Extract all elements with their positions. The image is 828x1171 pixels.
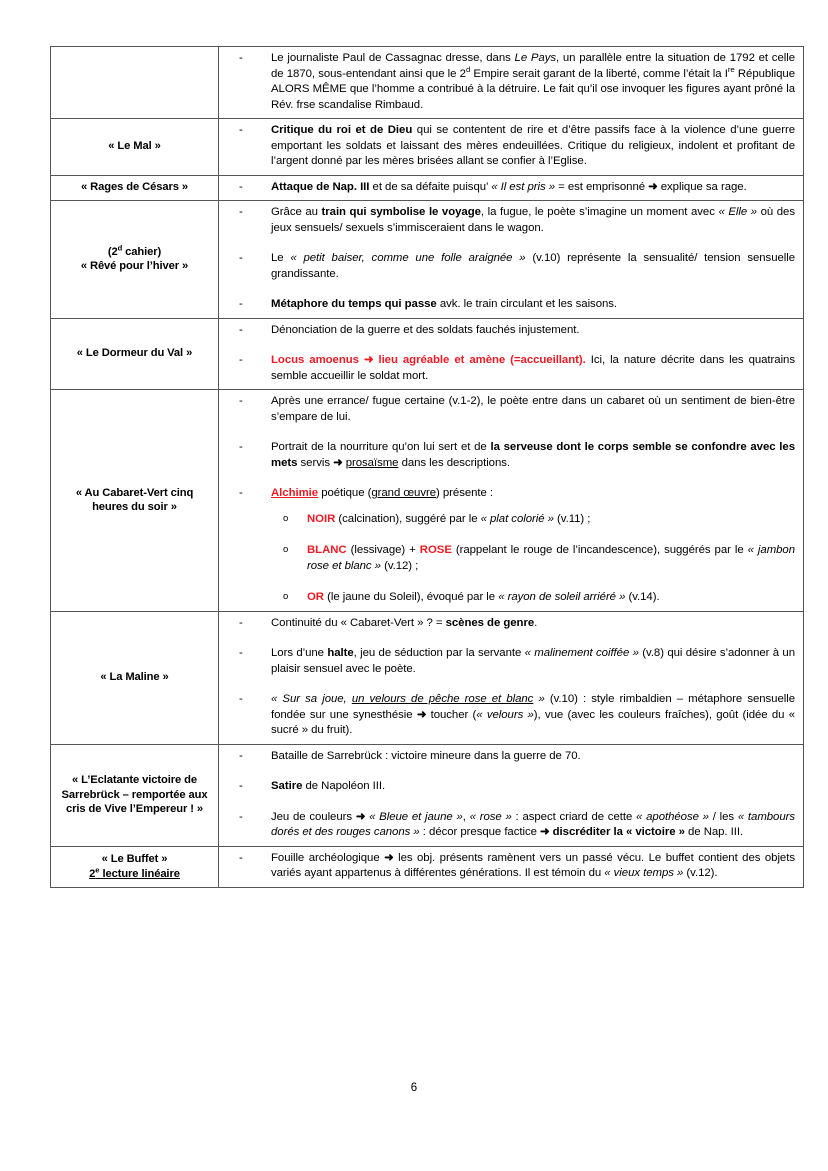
note-bullet: - « Sur sa joue, un velours de pêche rose et blanc » (v.10) : style rimbaldien – métaphore sensuelle fondée sur une synesthésie ➜ toucher (« velours »), vue (avec les couleurs fraîches), goût (idée du « sucré » du fruit). bbox=[223, 692, 795, 739]
note-bullet: - Critique du roi et de Dieu qui se contentent de rire et d’être passifs face à la violence d’une guerre emportant les soldats et laissant des mères endeuillées. Critique du religieux, indolent et profitant de l’argent donné par les mères brisées allant se confier à l’Eglise. bbox=[223, 123, 795, 170]
note-bullet-list bbox=[223, 323, 795, 385]
table-row bbox=[51, 390, 804, 612]
note-bullet-list bbox=[223, 51, 795, 113]
note-bullet: - Métaphore du temps qui passe avk. le train circulant et les saisons. bbox=[223, 297, 795, 313]
note-bullet-list bbox=[223, 205, 795, 313]
note-bullet-list bbox=[223, 180, 795, 196]
note-bullet: - Après une errance/ fugue certaine (v.1-2), le poète entre dans un cabaret où un sentiment de bien-être s’empare de lui. bbox=[223, 394, 795, 425]
table-row bbox=[51, 119, 804, 176]
note-sub-bullet: o OR (le jaune du Soleil), évoqué par le « rayon de soleil arriéré » (v.14). bbox=[271, 590, 795, 606]
poem-title-cell: « Le Mal » bbox=[51, 119, 219, 176]
note-bullet-list bbox=[223, 394, 795, 606]
poem-notes-cell bbox=[219, 318, 804, 390]
note-bullet: - Dénonciation de la guerre et des soldats fauchés injustement. bbox=[223, 323, 795, 339]
note-bullet: - Le « petit baiser, comme une folle araignée » (v.10) représente la sensualité/ tension sensuelle grandissante. bbox=[223, 251, 795, 282]
poem-title-cell: (2$^d$ cahier) « Rêvé pour l’hiver » bbox=[51, 201, 219, 319]
poem-title-cell: « Le Dormeur du Val » bbox=[51, 318, 219, 390]
poem-notes-cell bbox=[219, 119, 804, 176]
note-bullet: - Jeu de couleurs ➜ « Bleue et jaune », « rose » : aspect criard de cette « apothéose » / les « tambours dorés et des rouges canons » : décor presque factice ➜ discréditer la « victoire » de Nap. III. bbox=[223, 810, 795, 841]
note-sub-bullet: o NOIR (calcination), suggéré par le « plat colorié » (v.11) ; bbox=[271, 512, 795, 528]
table-row bbox=[51, 744, 804, 846]
poem-notes-cell bbox=[219, 201, 804, 319]
note-bullet-list bbox=[223, 616, 795, 739]
poem-title-cell: « La Maline » bbox=[51, 611, 219, 744]
note-bullet-list bbox=[223, 851, 795, 882]
note-bullet: - Satire de Napoléon III. bbox=[223, 779, 795, 795]
note-bullet: - Alchimie poétique (grand œuvre) présente : o NOIR (calcination), suggéré par le « plat colorié » (v.11) ; o BLANC (lessivage) + ROSE (rappelant le rouge de l’incandescence), suggérés par le « jambon rose et blanc » (v.12) ; o OR (le jaune du Soleil), évoqué par le « rayon de soleil arriéré » (v.14). bbox=[223, 486, 795, 606]
note-bullet: - Continuité du « Cabaret-Vert » ? = scènes de genre. bbox=[223, 616, 795, 632]
poem-notes-cell bbox=[219, 175, 804, 201]
poem-notes-cell bbox=[219, 390, 804, 612]
poem-title-cell: « L’Eclatante victoire de Sarrebrück – remportée aux cris de Vive l’Empereur ! » bbox=[51, 744, 219, 846]
note-sub-bullet: o BLANC (lessivage) + ROSE (rappelant le rouge de l’incandescence), suggérés par le « jambon rose et blanc » (v.12) ; bbox=[271, 543, 795, 574]
poem-title-cell: « Au Cabaret-Vert cinq heures du soir » bbox=[51, 390, 219, 612]
poem-title-cell bbox=[51, 47, 219, 119]
note-bullet-list bbox=[223, 123, 795, 170]
poem-title-cell: « Rages de Césars » bbox=[51, 175, 219, 201]
table-row bbox=[51, 611, 804, 744]
table-row bbox=[51, 175, 804, 201]
note-bullet: - Attaque de Nap. III et de sa défaite puisqu’ « Il est pris » = est emprisonné ➜ explique sa rage. bbox=[223, 180, 795, 196]
note-bullet-list bbox=[223, 749, 795, 841]
table-row bbox=[51, 846, 804, 887]
poem-summary-table bbox=[50, 46, 804, 888]
poem-notes-cell bbox=[219, 611, 804, 744]
page-number: 6 bbox=[410, 1082, 418, 1094]
note-bullet: - Lors d’une halte, jeu de séduction par la servante « malinement coiffée » (v.8) qui désire s’adonner à un plaisir sensuel avec le poète. bbox=[223, 646, 795, 677]
table-row bbox=[51, 201, 804, 319]
poem-title-cell: « Le Buffet » 2e lecture linéaire bbox=[51, 846, 219, 887]
poem-notes-cell bbox=[219, 744, 804, 846]
table-body bbox=[51, 47, 804, 888]
table-row bbox=[51, 318, 804, 390]
poem-notes-cell bbox=[219, 47, 804, 119]
poem-notes-cell bbox=[219, 846, 804, 887]
table-row bbox=[51, 47, 804, 119]
note-sub-bullet-list bbox=[271, 512, 795, 606]
note-bullet: - Le journaliste Paul de Cassagnac dresse, dans Le Pays, un parallèle entre la situation de 1792 et celle de 1870, sous-entendant ainsi que le 2$^d$ Empire serait garant de la liberté, comme l’était la Ire République ALORS MÊME que l’homme a contribué à la détruire. Le fait qu’il ose invoquer les figures ayant prôné la Rév. frse scandalise Rimbaud. bbox=[223, 51, 795, 113]
note-bullet: - Portrait de la nourriture qu’on lui sert et de la serveuse dont le corps semble se confondre avec les mets servis ➜ prosaïsme dans les descriptions. bbox=[223, 440, 795, 471]
note-bullet: - Locus amoenus ➜ lieu agréable et amène (=accueillant). Ici, la nature décrite dans les quatrains semble accueillir le soldat mort. bbox=[223, 353, 795, 384]
note-bullet: - Grâce au train qui symbolise le voyage, la fugue, le poète s’imagine un moment avec « Elle » où des jeux sensuels/ sexuels s’immisceraient dans le wagon. bbox=[223, 205, 795, 236]
note-bullet: - Fouille archéologique ➜ les obj. présents ramènent vers un passé vécu. Le buffet contient des objets variés ayant appartenus à différentes générations. Il est témoin du « vieux temps » (v.12). bbox=[223, 851, 795, 882]
note-bullet: - Bataille de Sarrebrück : victoire mineure dans la guerre de 70. bbox=[223, 749, 795, 765]
